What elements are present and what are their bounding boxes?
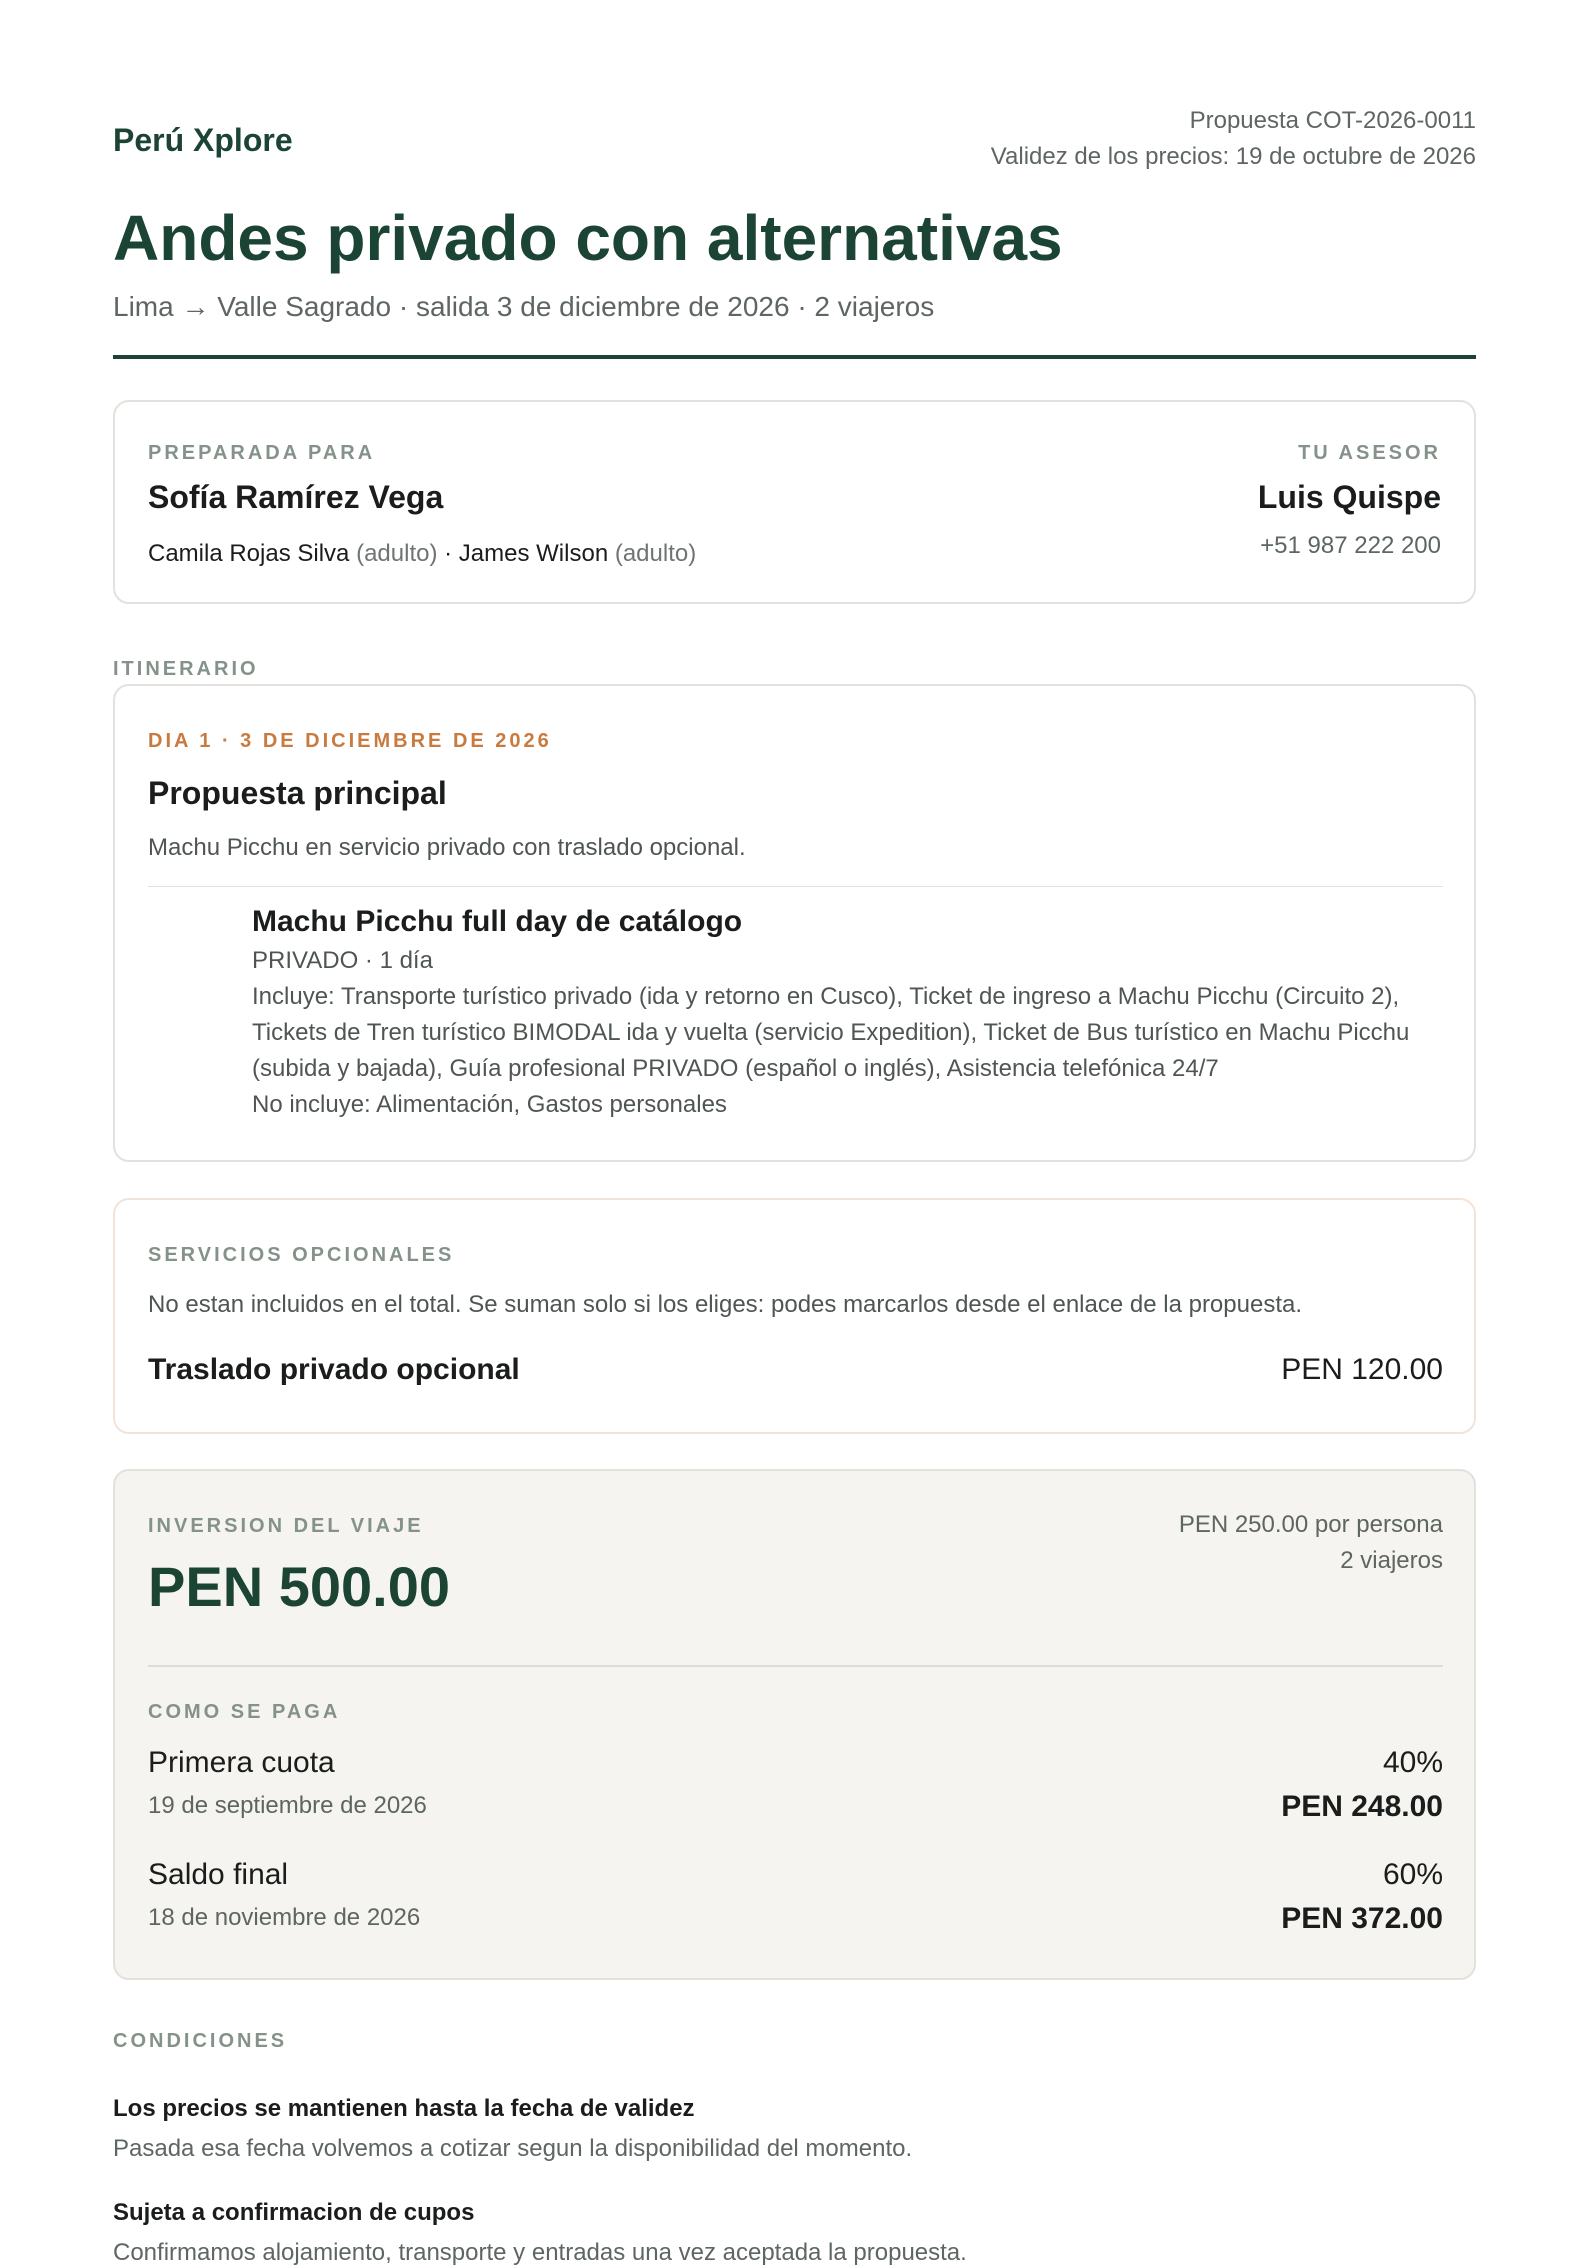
- activity-item: [252, 905, 1442, 1123]
- payment-date: 19 de septiembre de 2026: [148, 1792, 427, 1819]
- advisor-name: Luis Quispe: [1257, 479, 1441, 515]
- payment-date: 18 de noviembre de 2026: [148, 1904, 421, 1931]
- traveler-count: 2 viajeros: [1340, 1547, 1443, 1574]
- optional-services-card: [113, 1198, 1476, 1434]
- activity-type: PRIVADO · 1 día: [252, 947, 433, 974]
- day-description: Machu Picchu en servicio privado con traslado opcional.: [148, 834, 746, 861]
- traveler-separator: ·: [444, 540, 453, 567]
- condition-title: Los precios se mantienen hasta la fecha de validez: [113, 2095, 695, 2122]
- payment-row: [148, 1746, 1443, 1858]
- brand-name: Perú Xplore: [113, 122, 293, 158]
- advisor-block: [1258, 442, 1441, 560]
- itinerary-day-card: [113, 684, 1476, 1162]
- page-title: Andes privado con alternativas: [113, 202, 1063, 274]
- traveler-type: (adulto): [614, 540, 697, 567]
- trip-subtitle: Lima → Valle Sagrado · salida 3 de diciembre de 2026 · 2 viajeros: [113, 291, 935, 322]
- day-divider: [148, 886, 1443, 887]
- prepared-for-label: PREPARADA PARA: [148, 442, 376, 464]
- client-block: [148, 442, 696, 568]
- itinerary-label: ITINERARIO: [113, 658, 259, 680]
- condition-item: [113, 2199, 1476, 2267]
- traveler-type: (adulto): [356, 540, 438, 567]
- day-label: DIA 1 · 3 DE DICIEMBRE DE 2026: [148, 730, 552, 752]
- condition-text: Confirmamos alojamiento, transporte y entradas una vez aceptada la propuesta.: [113, 2239, 967, 2266]
- client-name: Sofía Ramírez Vega: [148, 479, 444, 515]
- investment-breakdown: [1179, 1507, 1443, 1579]
- proposal-meta: [991, 103, 1476, 175]
- payment-amount: PEN 372.00: [1281, 1902, 1443, 1935]
- conditions-label: CONDICIONES: [113, 2030, 288, 2052]
- optional-services-description: No estan incluidos en el total. Se suman solo si los eliges: podes marcarlos desde el enlace de la propuesta.: [148, 1291, 1303, 1318]
- travelers-list: [148, 540, 696, 568]
- proposal-validity: Validez de los precios: 19 de octubre de 2026: [990, 143, 1476, 170]
- header-divider: [113, 355, 1476, 359]
- optional-service-name: Traslado privado opcional: [148, 1353, 520, 1386]
- optional-services-label: SERVICIOS OPCIONALES: [148, 1244, 455, 1266]
- payment-row: [148, 1858, 1443, 1970]
- condition-item: [113, 2095, 1476, 2163]
- condition-title: Sujeta a confirmacion de cupos: [113, 2199, 475, 2226]
- optional-service-price: PEN 120.00: [1281, 1353, 1443, 1386]
- prepared-for-card: [113, 400, 1476, 604]
- payment-amount: PEN 248.00: [1281, 1790, 1443, 1823]
- payment-percent: 60%: [1382, 1858, 1443, 1891]
- payment-name: Saldo final: [148, 1858, 289, 1891]
- investment-total: PEN 500.00: [148, 1555, 450, 1618]
- traveler-name: Camila Rojas Silva: [148, 540, 350, 567]
- day-title: Propuesta principal: [148, 775, 447, 811]
- investment-card: [113, 1469, 1476, 1980]
- investment-divider: [148, 1665, 1443, 1667]
- condition-text: Pasada esa fecha volvemos a cotizar segun la disponibilidad del momento.: [113, 2135, 913, 2162]
- activity-includes: Incluye: Transporte turístico privado (ida y retorno en Cusco), Ticket de ingreso a Machu Picchu (Circuito 2),: [252, 983, 1400, 1010]
- activity-includes: Tickets de Tren turístico BIMODAL ida y vuelta (servicio Expedition), Ticket de Bus turístico en Machu Picchu: [252, 1019, 1410, 1046]
- payment-percent: 40%: [1382, 1746, 1443, 1779]
- activity-excludes: No incluye: Alimentación, Gastos personales: [252, 1091, 727, 1118]
- activity-includes: (subida y bajada), Guía profesional PRIVADO (español o inglés), Asistencia telefónica 24/7: [252, 1055, 1219, 1082]
- proposal-code: Propuesta COT-2026-0011: [1189, 107, 1476, 134]
- payment-name: Primera cuota: [148, 1746, 335, 1779]
- advisor-phone[interactable]: +51 987 222 200: [1260, 532, 1441, 559]
- optional-service-item[interactable]: [148, 1353, 1443, 1393]
- activity-title: Machu Picchu full day de catálogo: [252, 905, 743, 938]
- investment-summary: [148, 1511, 1443, 1635]
- investment-label: INVERSION DEL VIAJE: [148, 1515, 424, 1537]
- advisor-label: TU ASESOR: [1298, 442, 1441, 464]
- price-per-person: PEN 250.00 por persona: [1178, 1511, 1443, 1538]
- header: [113, 103, 1476, 183]
- traveler-name: James Wilson: [458, 540, 609, 567]
- payment-label: COMO SE PAGA: [148, 1701, 341, 1723]
